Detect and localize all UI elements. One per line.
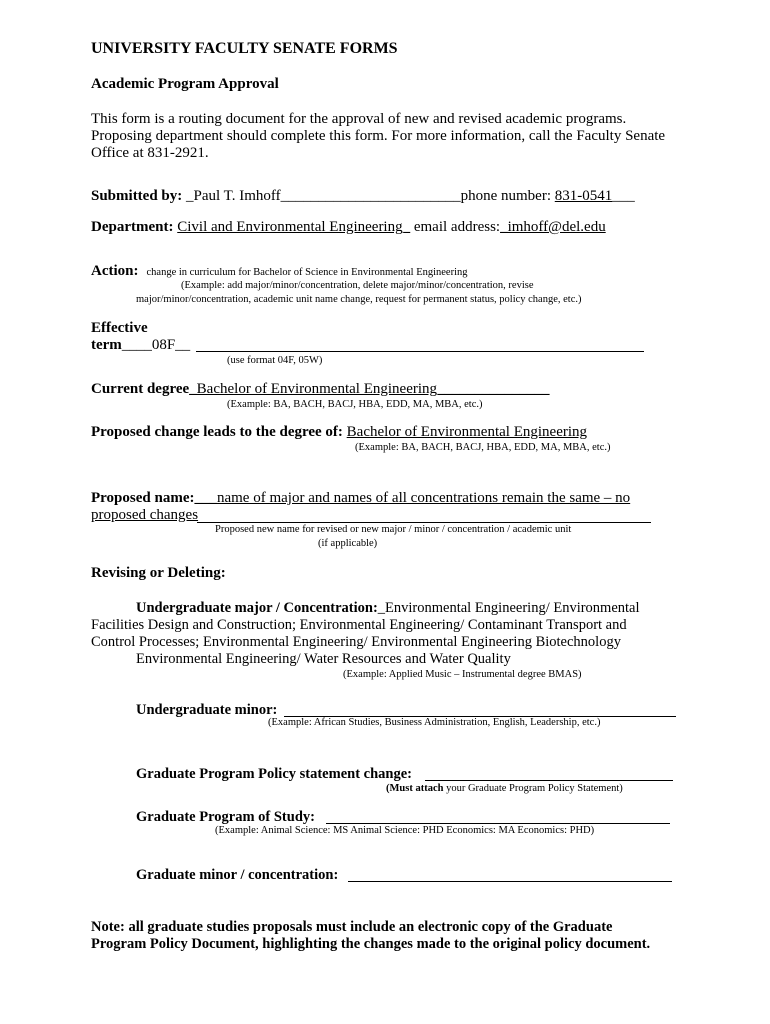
email-field[interactable]: _imhoff@del.edu [500, 219, 606, 235]
intro-text-line: Office at 831-2921. [91, 145, 209, 161]
submitted-by-row [91, 188, 635, 205]
action-example-line: (Example: add major/minor/concentration, delete major/minor/concentration, revise [181, 280, 534, 291]
ug-major-text-line[interactable]: Facilities Design and Construction; Environmental Engineering/ Contaminant Transport and [91, 617, 627, 633]
ug-major-field[interactable]: _Environmental Engineering/ Environmental [377, 600, 640, 616]
must-attach-text: (Must attach [386, 783, 444, 794]
grad-study-field[interactable] [326, 823, 670, 824]
proposed-degree-label: Proposed change leads to the degree of: [91, 424, 343, 440]
proposed-degree-example: (Example: BA, BACH, BACJ, HBA, EDD, MA, MBA, etc.) [355, 442, 611, 453]
grad-minor-label: Graduate minor / concentration: [136, 867, 339, 883]
ug-major-row [136, 600, 640, 617]
note-text-line: Program Policy Document, highlighting the changes made to the original policy document. [91, 936, 651, 952]
department-row [91, 219, 606, 236]
proposed-degree-row [91, 424, 587, 441]
intro-text-line: This form is a routing document for the approval of new and revised academic programs. [91, 111, 627, 127]
grad-study-example: (Example: Animal Science: MS Animal Science: PHD Economics: MA Economics: PHD) [215, 825, 595, 836]
ug-major-example: (Example: Applied Music – Instrumental degree BMAS) [343, 669, 582, 680]
phone-field[interactable]: 831-0541 [554, 188, 613, 204]
page-title: UNIVERSITY FACULTY SENATE FORMS [91, 40, 398, 57]
current-degree-example: (Example: BA, BACH, BACJ, HBA, EDD, MA, MBA, etc.) [227, 399, 483, 410]
revising-heading: Revising or Deleting: [91, 565, 226, 581]
action-label: Action: [91, 263, 139, 279]
action-example-line: major/minor/concentration, academic unit name change, request for permanent status, policy change, etc.) [136, 294, 582, 305]
term-underline [196, 351, 644, 352]
proposed-name-field[interactable]: ___name of major and names of all concentrations remain the same – no [194, 490, 631, 506]
phone-label: phone number: [460, 188, 552, 204]
grad-minor-field[interactable] [348, 881, 672, 882]
current-degree-row [91, 381, 550, 398]
department-field[interactable]: Civil and Environmental Engineering_ [177, 219, 411, 235]
current-degree-field[interactable]: _Bachelor of Environmental Engineering_______________ [189, 381, 550, 397]
grad-study-label: Graduate Program of Study: [136, 809, 315, 825]
effective-label: Effective [91, 320, 148, 336]
proposed-degree-field[interactable]: Bachelor of Environmental Engineering [346, 424, 588, 440]
term-format-hint: (use format 04F, 05W) [227, 355, 323, 366]
phone-trail: ___ [612, 188, 635, 204]
grad-policy-field[interactable] [425, 780, 673, 781]
term-label: term [91, 337, 122, 353]
proposed-name-hint: Proposed new name for revised or new major / minor / concentration / academic unit [215, 524, 572, 535]
proposed-name-underline [197, 522, 651, 523]
ug-major-text-line[interactable]: Control Processes; Environmental Engineering/ Environmental Engineering Biotechnology [91, 634, 621, 650]
action-row [91, 262, 468, 280]
ug-major-text-line[interactable]: Environmental Engineering/ Water Resources and Water Quality [136, 651, 511, 667]
submitted-by-field[interactable]: _Paul T. Imhoff________________________ [186, 188, 461, 204]
proposed-name-row [91, 490, 630, 507]
ug-minor-label: Undergraduate minor: [136, 702, 278, 718]
grad-policy-label: Graduate Program Policy statement change: [136, 766, 412, 782]
action-field[interactable]: change in curriculum for Bachelor of Science in Environmental Engineering [146, 267, 468, 278]
proposed-name-label: Proposed name: [91, 490, 195, 506]
ug-minor-example: (Example: African Studies, Business Administration, English, Leadership, etc.) [268, 717, 601, 728]
term-field[interactable]: ____08F__ [121, 337, 191, 353]
submitted-by-label: Submitted by: [91, 188, 183, 204]
note-text-line: Note: all graduate studies proposals must include an electronic copy of the Graduate [91, 919, 613, 935]
proposed-name-hint: (if applicable) [318, 538, 378, 549]
form-subtitle: Academic Program Approval [91, 76, 279, 92]
department-label: Department: [91, 219, 174, 235]
email-label: email address: [413, 219, 501, 235]
proposed-name-field-cont[interactable]: proposed changes [91, 507, 199, 523]
current-degree-label: Current degree [91, 381, 190, 397]
grad-policy-example-text: your Graduate Program Policy Statement) [443, 783, 623, 794]
effective-term-row [91, 337, 190, 354]
intro-text-line: Proposing department should complete this form. For more information, call the Faculty Senate [91, 128, 666, 144]
grad-policy-example [386, 783, 623, 794]
ug-major-label: Undergraduate major / Concentration: [136, 600, 378, 616]
